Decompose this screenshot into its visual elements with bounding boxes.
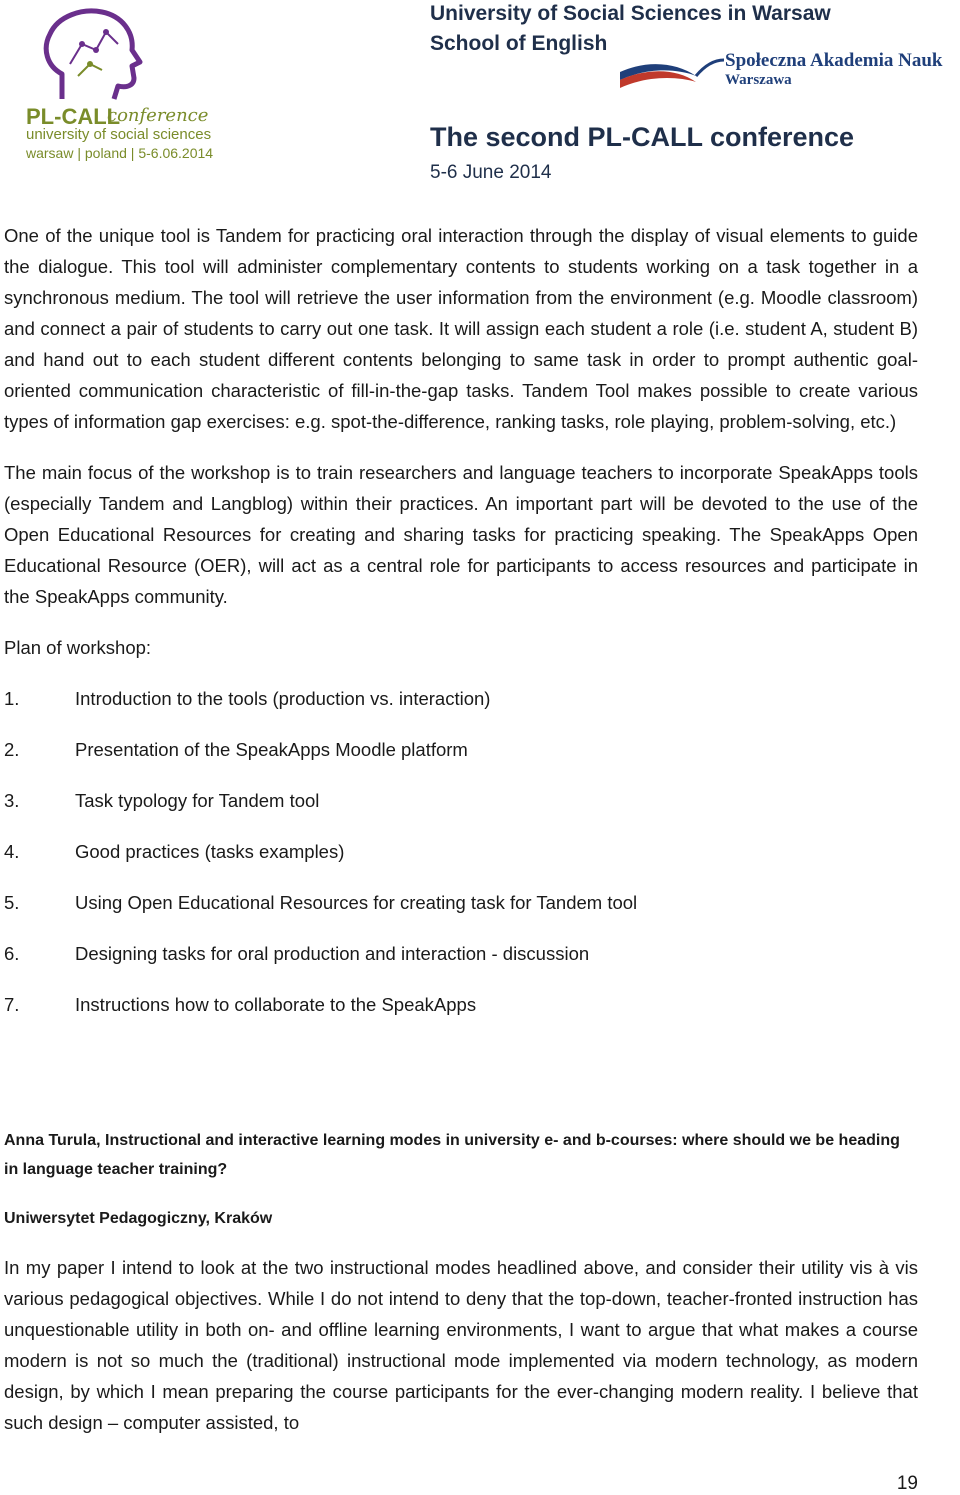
paper-title: Anna Turula, Instructional and interactive learning modes in university e- and b-courses: where should we be heading in language teacher training? xyxy=(4,1132,900,1178)
list-item xyxy=(4,734,918,765)
list-text: Presentation of the SpeakApps Moodle platform xyxy=(75,739,468,760)
logo-line-2: warsaw | poland | 5-6.06.2014 xyxy=(26,145,214,161)
workshop-plan-list xyxy=(4,683,918,1020)
list-text: Designing tasks for oral production and interaction - discussion xyxy=(75,943,590,964)
list-number: 2. xyxy=(4,739,20,760)
list-item xyxy=(4,785,918,816)
list-item xyxy=(4,683,918,714)
paper-abstract: In my paper I intend to look at the two instructional modes headlined above, and consider their utility vis à vis various pedagogical objectives. While I do not intend to deny that the top-down, teacher-fronted instruction has unquestionable utility in both on- and offline learning environments, I want to argue that what makes a course modern is not so much the (traditional) instructional mode implemented via modern technology, as modern design, by which I mean preparing the course participants for the ever-changing modern reality. I believe that such design – computer assisted, to xyxy=(4,1257,918,1433)
list-text: Task typology for Tandem tool xyxy=(75,790,320,811)
logo-line-1: university of social sciences xyxy=(26,126,212,143)
head-silhouette-icon xyxy=(22,4,222,104)
list-item xyxy=(4,887,918,918)
conference-logo xyxy=(22,4,222,164)
logo-word: conference xyxy=(107,105,209,126)
list-text: Good practices (tasks examples) xyxy=(75,841,345,862)
partner-city: Warszawa xyxy=(725,72,792,88)
list-item xyxy=(4,989,918,1020)
list-item xyxy=(4,938,918,969)
logo-brand: PL-CALL xyxy=(26,104,121,129)
conference-date: 5-6 June 2014 xyxy=(430,162,552,183)
page-header xyxy=(0,0,960,200)
list-number: 4. xyxy=(4,841,20,862)
list-text: Instructions how to collaborate to the SpeakApps xyxy=(75,994,477,1015)
list-text: Introduction to the tools (production vs. interaction) xyxy=(75,688,491,709)
next-paper-header xyxy=(4,1126,918,1233)
paper-affiliation: Uniwersytet Pedagogiczny, Kraków xyxy=(4,1210,273,1227)
list-number: 5. xyxy=(4,892,20,913)
conference-title: The second PL-CALL conference xyxy=(430,122,855,152)
list-text: Using Open Educational Resources for creating task for Tandem tool xyxy=(75,892,638,913)
list-number: 3. xyxy=(4,790,20,811)
plan-heading: Plan of workshop: xyxy=(4,637,152,658)
main-content xyxy=(4,220,918,1020)
university-name: University of Social Sciences in Warsaw xyxy=(430,2,831,25)
paragraph-workshop-focus: The main focus of the workshop is to train researchers and language teachers to incorporate SpeakApps tools (especially Tandem and Langblog) within their practices. An important part will be devoted to the use of the Open Educational Resources for creating and sharing tasks for practicing speaking. The SpeakApps Open Educational Resource (OER), will act as a central role for participants to access resources and participate in the SpeakApps community. xyxy=(4,462,918,607)
list-item xyxy=(4,836,918,867)
partner-name: Społeczna Akademia Nauk xyxy=(725,50,943,71)
list-number: 1. xyxy=(4,688,20,709)
page-number: 19 xyxy=(896,1473,918,1494)
list-number: 6. xyxy=(4,943,20,964)
school-name: School of English xyxy=(430,32,608,55)
paragraph-tandem: One of the unique tool is Tandem for practicing oral interaction through the display of visual elements to guide the dialogue. This tool will administer complementary contents to students working on a task together in a synchronous medium. The tool will retrieve the user information from the environment (e.g. Moodle classroom) and connect a pair of students to carry out one task. It will assign each student a role (i.e. student A, student B) and hand out to each student different contents belonging to same task in order to prompt authentic goal-oriented communication characteristic of fill-in-the-gap tasks. Tandem Tool makes possible to create various types of information gap exercises: e.g. spot-the-difference, ranking tasks, role playing, problem-solving, etc.) xyxy=(4,225,918,432)
list-number: 7. xyxy=(4,994,20,1015)
